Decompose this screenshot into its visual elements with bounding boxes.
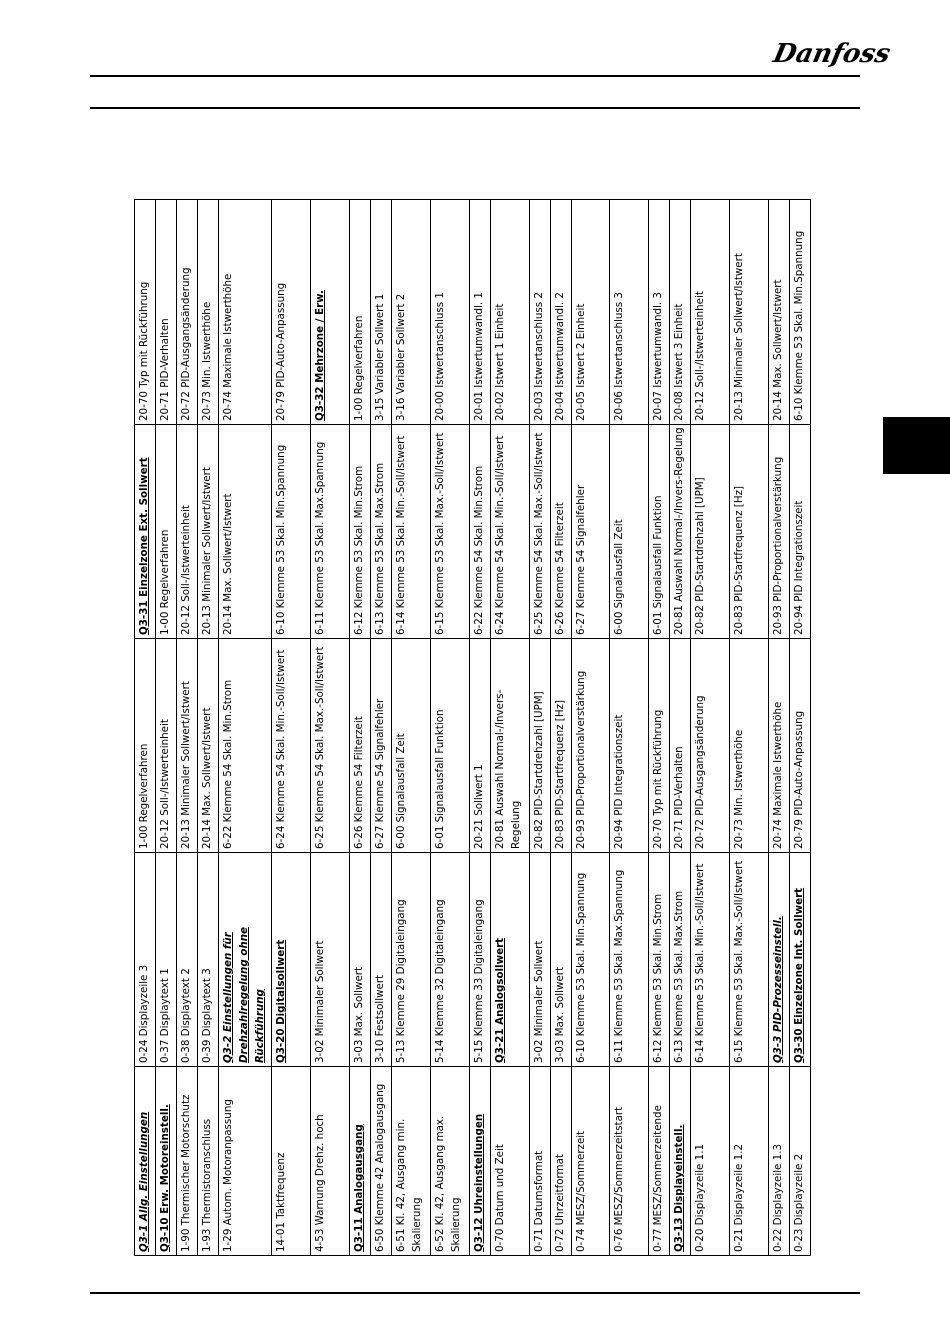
- table-cell: 20-93 PID-Proportionalverstärkung: [768, 425, 789, 639]
- table-cell: 0-71 Datumsformat: [529, 1067, 550, 1256]
- header-rule: [90, 75, 860, 77]
- table-cell: 20-93 PID-Proportionalverstärkung: [571, 639, 610, 853]
- table-cell: 20-82 PID-Startdrehzahl [UPM]: [529, 639, 550, 853]
- table-row: [670, 200, 691, 1256]
- table-row: [135, 200, 156, 1256]
- table-cell: 20-79 PID-Auto-Anpassung: [789, 639, 810, 853]
- table-cell: 3-02 Minimaler Sollwert: [529, 853, 550, 1067]
- table-cell: 5-14 Klemme 32 Digitaleingang: [430, 853, 469, 1067]
- table-cell: Q3-32 Mehrzone / Erw.: [311, 200, 350, 425]
- table-cell: 6-12 Klemme 53 Skal. Min.Strom: [649, 853, 670, 1067]
- table-cell: 20-14 Max. Sollwert/Istwert: [197, 639, 218, 853]
- table-cell: 6-15 Klemme 53 Skal. Max.-Soll/Istwert: [430, 425, 469, 639]
- table-cell: 4-53 Warnung Drehz. hoch: [311, 1067, 350, 1256]
- table-cell: 20-13 Minimaler Sollwert/Istwert: [176, 639, 197, 853]
- table-cell: 20-94 PID Integrationszeit: [789, 425, 810, 639]
- parameter-table: [134, 199, 811, 1256]
- table-cell: 20-21 Sollwert 1: [469, 639, 490, 853]
- table-cell: 20-13 Minimaler Sollwert/Istwert: [197, 425, 218, 639]
- table-cell: 20-04 Istwertumwandl. 2: [550, 200, 571, 425]
- table-cell: 20-73 Min. Istwerthöhe: [197, 200, 218, 425]
- table-cell: Q3-13 Displayeinstell.: [670, 1067, 691, 1256]
- table-cell: 3-10 Festsollwert: [371, 853, 392, 1067]
- table-row: [610, 200, 649, 1256]
- table-cell: Q3-12 Uhreinstellungen: [469, 1067, 490, 1256]
- table-row: [490, 200, 529, 1256]
- table-cell: 3-16 Variabler Sollwert 2: [392, 200, 431, 425]
- table-cell: 6-22 Klemme 54 Skal. Min.Strom: [469, 425, 490, 639]
- danfoss-logo: [770, 34, 894, 76]
- table-cell: 20-07 Istwertumwandl. 3: [649, 200, 670, 425]
- table-cell: 20-74 Maximale Istwerthöhe: [768, 639, 789, 853]
- table-cell: 0-20 Displayzeile 1.1: [691, 1067, 730, 1256]
- table-cell: 3-03 Max. Sollwert: [350, 853, 371, 1067]
- table-cell: 3-02 Minimaler Sollwert: [311, 853, 350, 1067]
- table-row: [691, 200, 730, 1256]
- svg-text:Danfoss: Danfoss: [770, 38, 894, 69]
- table-row: [550, 200, 571, 1256]
- table-cell: 0-74 MESZ/Sommerzeit: [571, 1067, 610, 1256]
- table-cell: 20-81 Auswahl Normal-/Invers-Regelung: [670, 425, 691, 639]
- table-cell: 20-13 Minimaler Sollwert/Istwert: [729, 200, 768, 425]
- table-cell: 6-14 Klemme 53 Skal. Min.-Soll/Istwert: [392, 425, 431, 639]
- table-cell: 6-50 Klemme 42 Analogausgang: [371, 1067, 392, 1256]
- table-cell: 20-94 PID Integrationszeit: [610, 639, 649, 853]
- parameter-table-body: [135, 200, 811, 1256]
- table-cell: 6-14 Klemme 53 Skal. Min.-Soll/Istwert: [691, 853, 730, 1067]
- table-cell: 20-71 PID-Verhalten: [155, 200, 176, 425]
- table-cell: 20-03 Istwertanschluss 2: [529, 200, 550, 425]
- table-cell: 0-24 Displayzeile 3: [135, 853, 156, 1067]
- table-row: [571, 200, 610, 1256]
- table-cell: 6-25 Klemme 54 Skal. Max.-Soll/Istwert: [529, 425, 550, 639]
- table-cell: 6-01 Signalausfall Funktion: [430, 639, 469, 853]
- table-cell: 6-11 Klemme 53 Skal. Max.Spannung: [311, 425, 350, 639]
- table-cell: 0-72 Uhrzeitformat: [550, 1067, 571, 1256]
- table-cell: 6-22 Klemme 54 Skal. Min.Strom: [218, 639, 272, 853]
- table-cell: 0-77 MESZ/Sommerzeitende: [649, 1067, 670, 1256]
- table-cell: Q3-31 Einzelzone Ext. Sollwert: [135, 425, 156, 639]
- table-cell: 3-15 Variabler Sollwert 1: [371, 200, 392, 425]
- table-cell: 6-24 Klemme 54 Skal. Min.-Soll/Istwert: [272, 639, 311, 853]
- table-row: [529, 200, 550, 1256]
- table-cell: 20-74 Maximale Istwerthöhe: [218, 200, 272, 425]
- table-row: [272, 200, 311, 1256]
- table-cell: 20-72 PID-Ausgangsänderung: [691, 639, 730, 853]
- table-cell: 20-71 PID-Verhalten: [670, 639, 691, 853]
- parameter-table-rotated: [134, 200, 811, 1256]
- table-cell: 5-15 Klemme 33 Digitaleingang: [469, 853, 490, 1067]
- table-cell: 0-21 Displayzeile 1.2: [729, 1067, 768, 1256]
- table-cell: 1-90 Thermischer Motorschutz: [176, 1067, 197, 1256]
- table-cell: 20-81 Auswahl Normal-/Invers-Regelung: [490, 639, 529, 853]
- table-cell: 20-08 Istwert 3 Einheit: [670, 200, 691, 425]
- table-row: [350, 200, 371, 1256]
- table-cell: 20-72 PID-Ausgangsänderung: [176, 200, 197, 425]
- table-cell: 1-00 Regelverfahren: [155, 425, 176, 639]
- table-cell: 6-00 Signalausfall Zeit: [610, 425, 649, 639]
- table-row: [789, 200, 810, 1256]
- table-cell: 6-00 Signalausfall Zeit: [392, 639, 431, 853]
- table-cell: 20-79 PID-Auto-Anpassung: [272, 200, 311, 425]
- table-cell: Q3-21 Analogsollwert: [490, 853, 529, 1067]
- table-cell: 6-01 Signalausfall Funktion: [649, 425, 670, 639]
- table-cell: 1-00 Regelverfahren: [350, 200, 371, 425]
- table-cell: Q3-3 PID-Prozesseinstell.: [768, 853, 789, 1067]
- table-cell: 20-12 Soll-/Istwerteinheit: [691, 200, 730, 425]
- table-cell: 20-06 Istwertanschluss 3: [610, 200, 649, 425]
- table-cell: 6-26 Klemme 54 Filterzeit: [550, 425, 571, 639]
- table-cell: 20-05 Istwert 2 Einheit: [571, 200, 610, 425]
- table-cell: Q3-30 Einzelzone Int. Sollwert: [789, 853, 810, 1067]
- table-cell: 14-01 Taktfrequenz: [272, 1067, 311, 1256]
- table-row: [218, 200, 272, 1256]
- table-cell: Q3-11 Analogausgang: [350, 1067, 371, 1256]
- table-cell: 6-12 Klemme 53 Skal. Min.Strom: [350, 425, 371, 639]
- table-row: [371, 200, 392, 1256]
- table-cell: Q3-2 Einstellungen für Drehzahlregelung ohne Rückführung: [218, 853, 272, 1067]
- table-cell: 20-83 PID-Startfrequenz [Hz]: [729, 425, 768, 639]
- table-cell: 6-52 Kl. 42, Ausgang max. Skalierung: [430, 1067, 469, 1256]
- table-cell: 20-73 Min. Istwerthöhe: [729, 639, 768, 853]
- header-rule-2: [90, 107, 860, 109]
- table-row: [197, 200, 218, 1256]
- table-cell: 20-83 PID-Startfrequenz [Hz]: [550, 639, 571, 853]
- table-cell: 20-70 Typ mit Rückführung: [135, 200, 156, 425]
- table-cell: 0-39 Displaytext 3: [197, 853, 218, 1067]
- table-cell: 6-24 Klemme 54 Skal. Min.-Soll/Istwert: [490, 425, 529, 639]
- table-row: [649, 200, 670, 1256]
- table-row: [430, 200, 469, 1256]
- table-cell: 6-51 Kl. 42, Ausgang min. Skalierung: [392, 1067, 431, 1256]
- table-cell: Q3-10 Erw. Motoreinstell.: [155, 1067, 176, 1256]
- table-cell: 20-82 PID-Startdrehzahl [UPM]: [691, 425, 730, 639]
- table-cell: 5-13 Klemme 29 Digitaleingang: [392, 853, 431, 1067]
- table-cell: 20-12 Soll-/Istwerteinheit: [176, 425, 197, 639]
- table-row: [392, 200, 431, 1256]
- table-cell: 1-00 Regelverfahren: [135, 639, 156, 853]
- table-cell: 0-70 Datum und Zeit: [490, 1067, 529, 1256]
- table-cell: 20-02 Istwert 1 Einheit: [490, 200, 529, 425]
- table-cell: 6-15 Klemme 53 Skal. Max.-Soll/Istwert: [729, 853, 768, 1067]
- table-cell: 20-14 Max. Sollwert/Istwert: [218, 425, 272, 639]
- table-row: [768, 200, 789, 1256]
- table-cell: Q3-20 Digitalsollwert: [272, 853, 311, 1067]
- table-cell: 20-12 Soll-/Istwerteinheit: [155, 639, 176, 853]
- table-cell: 6-10 Klemme 53 Skal. Min.Spannung: [789, 200, 810, 425]
- table-row: [729, 200, 768, 1256]
- table-cell: 0-76 MESZ/Sommerzeitstart: [610, 1067, 649, 1256]
- table-cell: 0-38 Displaytext 2: [176, 853, 197, 1067]
- table-cell: 6-10 Klemme 53 Skal. Min.Spannung: [571, 853, 610, 1067]
- table-cell: 0-23 Displayzeile 2: [789, 1067, 810, 1256]
- table-row: [155, 200, 176, 1256]
- chapter-tab: [883, 417, 950, 474]
- table-row: [311, 200, 350, 1256]
- table-cell: 6-27 Klemme 54 Signalfehler: [371, 639, 392, 853]
- table-cell: 1-93 Thermistoranschluss: [197, 1067, 218, 1256]
- table-cell: 6-25 Klemme 54 Skal. Max.-Soll/Istwert: [311, 639, 350, 853]
- table-cell: 1-29 Autom. Motoranpassung: [218, 1067, 272, 1256]
- table-cell: 20-00 Istwertanschluss 1: [430, 200, 469, 425]
- table-cell: 6-13 Klemme 53 Skal. Max.Strom: [670, 853, 691, 1067]
- table-cell: 6-26 Klemme 54 Filterzeit: [350, 639, 371, 853]
- table-row: [469, 200, 490, 1256]
- table-row: [176, 200, 197, 1256]
- table-cell: 0-22 Displayzeile 1.3: [768, 1067, 789, 1256]
- table-cell: 20-14 Max. Sollwert/Istwert: [768, 200, 789, 425]
- footer-rule: [90, 1292, 860, 1294]
- table-cell: 6-10 Klemme 53 Skal. Min.Spannung: [272, 425, 311, 639]
- table-cell: 20-70 Typ mit Rückführung: [649, 639, 670, 853]
- table-cell: 20-01 Istwertumwandl. 1: [469, 200, 490, 425]
- table-cell: 6-27 Klemme 54 Signalfehler: [571, 425, 610, 639]
- table-cell: 3-03 Max. Sollwert: [550, 853, 571, 1067]
- table-cell: Q3-1 Allg. Einstellungen: [135, 1067, 156, 1256]
- table-cell: 0-37 Displaytext 1: [155, 853, 176, 1067]
- table-cell: 6-11 Klemme 53 Skal. Max.Spannung: [610, 853, 649, 1067]
- table-cell: 6-13 Klemme 53 Skal. Max.Strom: [371, 425, 392, 639]
